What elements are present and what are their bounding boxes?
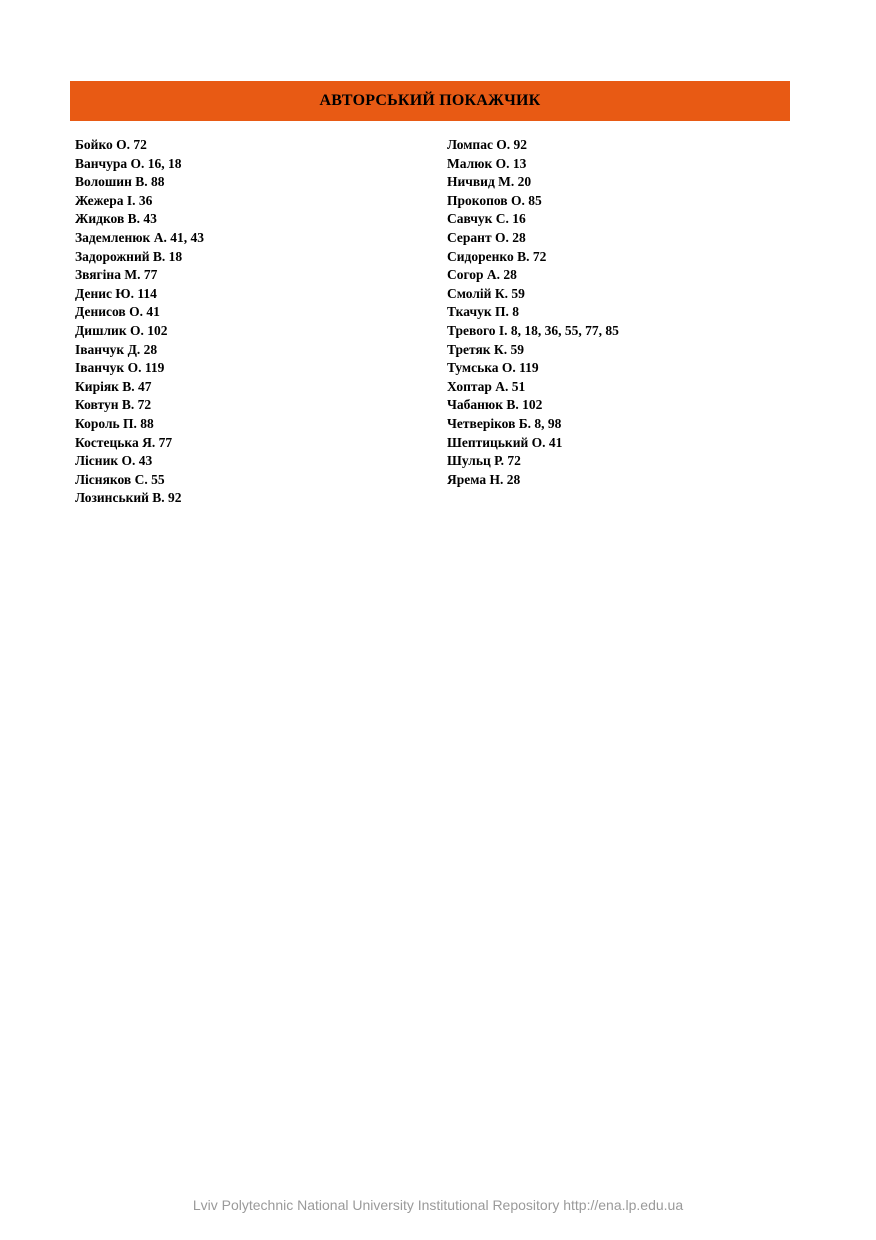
index-entry: Жидков В. 43 xyxy=(75,211,157,227)
index-entry: Тумська О. 119 xyxy=(447,360,539,376)
index-entry: Ничвид М. 20 xyxy=(447,174,532,190)
section-header-bar xyxy=(70,81,790,121)
index-entry: Ткачук П. 8 xyxy=(447,304,519,320)
index-entry: Прокопов О. 85 xyxy=(447,192,542,208)
index-entry: Іванчук О. 119 xyxy=(75,360,165,376)
index-entry: Сидоренко В. 72 xyxy=(447,248,547,264)
author-index-left-column xyxy=(75,136,204,508)
index-entry: Задемленюк А. 41, 43 xyxy=(75,229,204,245)
index-entry: Костецька Я. 77 xyxy=(75,434,173,450)
index-entry: Лісняков С. 55 xyxy=(75,471,165,487)
index-entry: Бойко О. 72 xyxy=(75,137,147,152)
index-entry: Шульц Р. 72 xyxy=(447,453,521,469)
index-entry: Чабанюк В. 102 xyxy=(447,397,543,413)
index-entry: Дишлик О. 102 xyxy=(75,322,168,338)
index-entry: Денисов О. 41 xyxy=(75,304,160,320)
index-entry: Волошин В. 88 xyxy=(75,174,165,190)
index-entry: Малюк О. 13 xyxy=(447,155,527,171)
index-entry: Четверіков Б. 8, 98 xyxy=(447,415,562,431)
index-entry: Серант О. 28 xyxy=(447,229,526,245)
index-entry: Третяк К. 59 xyxy=(447,341,524,357)
index-entry: Лозинський В. 92 xyxy=(75,490,182,506)
index-entry: Ванчура О. 16, 18 xyxy=(75,155,182,171)
index-entry: Хоптар А. 51 xyxy=(447,378,526,394)
page-title: АВТОРСЬКИЙ ПОКАЖЧИК xyxy=(319,92,541,109)
index-entry: Король П. 88 xyxy=(75,415,154,431)
author-index-right-column xyxy=(447,136,619,489)
index-entry: Савчук С. 16 xyxy=(447,211,526,227)
index-entry: Ломпас О. 92 xyxy=(447,137,528,152)
index-entry: Жежера І. 36 xyxy=(75,192,153,208)
index-entry: Ковтун В. 72 xyxy=(75,397,152,413)
repository-footer: Lviv Polytechnic National University Institutional Repository http://ena.lp.edu.ua xyxy=(192,1197,684,1213)
index-entry: Денис Ю. 114 xyxy=(75,285,157,301)
index-entry: Тревого І. 8, 18, 36, 55, 77, 85 xyxy=(447,322,619,338)
index-entry: Звягіна М. 77 xyxy=(75,267,158,283)
index-entry: Ярема Н. 28 xyxy=(447,471,521,487)
index-entry: Шептицький О. 41 xyxy=(447,434,563,450)
index-entry: Задорожний В. 18 xyxy=(75,248,183,264)
index-entry: Лісник О. 43 xyxy=(75,453,153,469)
index-entry: Киріяк В. 47 xyxy=(75,378,152,394)
index-entry: Согор А. 28 xyxy=(447,267,517,283)
index-entry: Іванчук Д. 28 xyxy=(75,341,158,357)
index-entry: Смолій К. 59 xyxy=(447,285,525,301)
